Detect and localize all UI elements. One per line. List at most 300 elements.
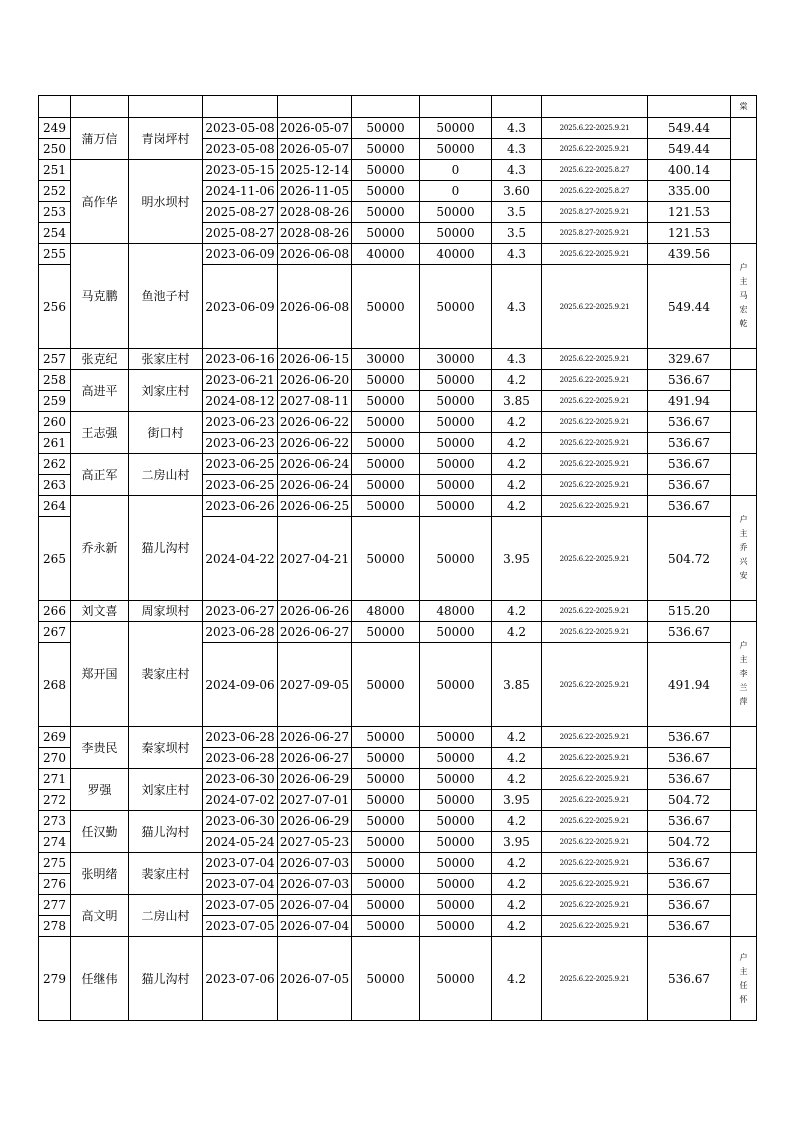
interest-rate: 4.2 (492, 370, 542, 391)
interest-rate: 3.5 (492, 223, 542, 244)
loan-balance: 48000 (420, 601, 492, 622)
cell-blank (39, 96, 71, 118)
interest-period: 2025.6.22-2025.9.21 (542, 139, 648, 160)
interest-period: 2025.6.22-2025.9.21 (542, 265, 648, 349)
interest-period: 2025.8.27-2025.9.21 (542, 223, 648, 244)
loan-balance: 50000 (420, 643, 492, 727)
loan-amount: 50000 (352, 622, 420, 643)
interest-amount: 536.67 (648, 412, 731, 433)
interest-amount: 536.67 (648, 454, 731, 475)
village-name: 二房山村 (129, 454, 203, 496)
interest-amount: 329.67 (648, 349, 731, 370)
loan-amount: 50000 (352, 937, 420, 1021)
loan-balance: 50000 (420, 202, 492, 223)
loan-balance: 50000 (420, 832, 492, 853)
table-row (39, 622, 757, 643)
loan-balance: 50000 (420, 223, 492, 244)
remark-cell: 棠 (731, 96, 757, 118)
interest-rate: 4.2 (492, 727, 542, 748)
interest-period: 2025.6.22-2025.9.21 (542, 496, 648, 517)
borrower-name: 高正军 (71, 454, 129, 496)
loan-amount: 50000 (352, 139, 420, 160)
remark-cell (731, 727, 757, 769)
start-date: 2024-07-02 (203, 790, 278, 811)
interest-amount: 491.94 (648, 643, 731, 727)
end-date: 2026-06-22 (278, 412, 352, 433)
start-date: 2023-06-25 (203, 454, 278, 475)
loan-amount: 50000 (352, 748, 420, 769)
start-date: 2023-07-05 (203, 895, 278, 916)
loan-amount: 50000 (352, 832, 420, 853)
row-number: 266 (39, 601, 71, 622)
interest-amount: 536.67 (648, 622, 731, 643)
interest-amount: 491.94 (648, 391, 731, 412)
start-date: 2023-05-08 (203, 139, 278, 160)
interest-rate: 4.3 (492, 139, 542, 160)
loan-amount: 50000 (352, 265, 420, 349)
remark-char: 户 (739, 515, 748, 524)
start-date: 2023-06-23 (203, 412, 278, 433)
remark-cell (731, 601, 757, 622)
interest-period: 2025.6.22-2025.9.21 (542, 895, 648, 916)
row-number: 262 (39, 454, 71, 475)
interest-rate: 4.2 (492, 811, 542, 832)
cell-blank (492, 96, 542, 118)
interest-period: 2025.6.22-2025.9.21 (542, 748, 648, 769)
interest-period: 2025.6.22-2025.9.21 (542, 391, 648, 412)
start-date: 2023-06-21 (203, 370, 278, 391)
interest-period: 2025.6.22-2025.9.21 (542, 643, 648, 727)
interest-rate: 4.2 (492, 748, 542, 769)
interest-amount: 536.67 (648, 769, 731, 790)
loan-amount: 50000 (352, 895, 420, 916)
village-name: 猫儿沟村 (129, 496, 203, 601)
remark-char: 任 (739, 980, 748, 990)
loan-amount: 50000 (352, 853, 420, 874)
interest-period: 2025.6.22-2025.9.21 (542, 454, 648, 475)
end-date: 2027-05-23 (278, 832, 352, 853)
interest-period: 2025.6.22-2025.9.21 (542, 601, 648, 622)
loan-amount: 48000 (352, 601, 420, 622)
end-date: 2026-06-24 (278, 475, 352, 496)
borrower-name: 李贵民 (71, 727, 129, 769)
cell-blank (648, 96, 731, 118)
remark-char: 兰 (739, 683, 748, 692)
village-name: 猫儿沟村 (129, 937, 203, 1021)
interest-period: 2025.6.22-2025.9.21 (542, 517, 648, 601)
row-number: 279 (39, 937, 71, 1021)
remark-char: 萍 (739, 697, 748, 706)
start-date: 2023-06-28 (203, 748, 278, 769)
interest-amount: 536.67 (648, 748, 731, 769)
borrower-name: 任汉勤 (71, 811, 129, 853)
remark-cell (731, 937, 757, 1021)
end-date: 2026-07-04 (278, 895, 352, 916)
remark-cell (731, 622, 757, 727)
row-number: 256 (39, 265, 71, 349)
interest-period: 2025.6.22-2025.9.21 (542, 412, 648, 433)
loan-balance: 0 (420, 160, 492, 181)
table-body (39, 96, 757, 1021)
remark-cell (731, 118, 757, 160)
borrower-name: 罗强 (71, 769, 129, 811)
end-date: 2028-08-26 (278, 223, 352, 244)
row-number: 249 (39, 118, 71, 139)
interest-period: 2025.6.22-2025.9.21 (542, 118, 648, 139)
row-number: 271 (39, 769, 71, 790)
interest-amount: 536.67 (648, 874, 731, 895)
remark-char: 户 (739, 641, 748, 650)
end-date: 2026-06-27 (278, 622, 352, 643)
interest-amount: 504.72 (648, 790, 731, 811)
interest-amount: 536.67 (648, 937, 731, 1021)
end-date: 2026-07-03 (278, 874, 352, 895)
end-date: 2026-06-24 (278, 454, 352, 475)
row-number: 270 (39, 748, 71, 769)
interest-period: 2025.6.22-2025.9.21 (542, 937, 648, 1021)
loan-amount: 50000 (352, 475, 420, 496)
table-row (39, 769, 757, 790)
end-date: 2026-06-25 (278, 496, 352, 517)
loan-amount: 50000 (352, 118, 420, 139)
village-name: 刘家庄村 (129, 769, 203, 811)
row-number: 267 (39, 622, 71, 643)
loan-amount: 50000 (352, 727, 420, 748)
table-row (39, 118, 757, 139)
start-date: 2023-05-15 (203, 160, 278, 181)
end-date: 2026-06-27 (278, 748, 352, 769)
table-row (39, 244, 757, 265)
village-name: 二房山村 (129, 895, 203, 937)
remark-cell (731, 895, 757, 937)
end-date: 2026-06-08 (278, 244, 352, 265)
interest-amount: 536.67 (648, 475, 731, 496)
interest-rate: 4.2 (492, 769, 542, 790)
village-name: 明水坝村 (129, 160, 203, 244)
interest-amount: 335.00 (648, 181, 731, 202)
loan-amount: 50000 (352, 790, 420, 811)
end-date: 2026-07-03 (278, 853, 352, 874)
interest-period: 2025.6.22-2025.9.21 (542, 811, 648, 832)
loan-balance: 50000 (420, 454, 492, 475)
interest-rate: 4.2 (492, 874, 542, 895)
loan-balance: 50000 (420, 622, 492, 643)
interest-period: 2025.6.22-2025.8.27 (542, 160, 648, 181)
interest-period: 2025.6.22-2025.9.21 (542, 769, 648, 790)
interest-rate: 4.2 (492, 622, 542, 643)
interest-rate: 3.95 (492, 790, 542, 811)
row-number: 259 (39, 391, 71, 412)
remark-cell (731, 244, 757, 349)
remark-char: 兴 (739, 557, 748, 566)
loan-amount: 50000 (352, 160, 420, 181)
interest-rate: 3.5 (492, 202, 542, 223)
loan-balance: 50000 (420, 895, 492, 916)
row-number: 278 (39, 916, 71, 937)
loan-balance: 50000 (420, 265, 492, 349)
start-date: 2024-05-24 (203, 832, 278, 853)
row-number: 273 (39, 811, 71, 832)
start-date: 2023-07-04 (203, 874, 278, 895)
borrower-name: 蒲万信 (71, 118, 129, 160)
loan-amount: 50000 (352, 433, 420, 454)
loan-amount: 50000 (352, 223, 420, 244)
remark-cell (731, 412, 757, 454)
interest-rate: 3.95 (492, 517, 542, 601)
remark-char: 乔 (739, 543, 748, 552)
interest-amount: 504.72 (648, 832, 731, 853)
end-date: 2026-06-29 (278, 769, 352, 790)
row-number: 252 (39, 181, 71, 202)
end-date: 2026-06-15 (278, 349, 352, 370)
borrower-name: 张克纪 (71, 349, 129, 370)
borrower-name: 乔永新 (71, 496, 129, 601)
start-date: 2025-08-27 (203, 223, 278, 244)
remark-char: 马 (739, 291, 748, 300)
loan-balance: 50000 (420, 769, 492, 790)
interest-rate: 4.2 (492, 433, 542, 454)
end-date: 2026-06-08 (278, 265, 352, 349)
table-row (39, 96, 757, 118)
interest-amount: 549.44 (648, 118, 731, 139)
start-date: 2023-06-26 (203, 496, 278, 517)
loan-amount: 50000 (352, 643, 420, 727)
start-date: 2023-06-30 (203, 811, 278, 832)
start-date: 2023-06-23 (203, 433, 278, 454)
interest-rate: 3.60 (492, 181, 542, 202)
end-date: 2026-07-05 (278, 937, 352, 1021)
start-date: 2024-09-06 (203, 643, 278, 727)
interest-amount: 515.20 (648, 601, 731, 622)
remark-char: 主 (739, 277, 748, 286)
remark-char: 宏 (739, 305, 748, 314)
row-number: 268 (39, 643, 71, 727)
interest-period: 2025.6.22-2025.9.21 (542, 874, 648, 895)
cell-blank (352, 96, 420, 118)
interest-period: 2025.6.22-2025.9.21 (542, 475, 648, 496)
end-date: 2026-06-22 (278, 433, 352, 454)
interest-amount: 536.67 (648, 433, 731, 454)
village-name: 猫儿沟村 (129, 811, 203, 853)
start-date: 2024-11-06 (203, 181, 278, 202)
end-date: 2027-09-05 (278, 643, 352, 727)
village-name: 鱼池子村 (129, 244, 203, 349)
cell-blank (71, 96, 129, 118)
start-date: 2023-06-16 (203, 349, 278, 370)
loan-balance: 50000 (420, 391, 492, 412)
interest-period: 2025.6.22-2025.8.27 (542, 181, 648, 202)
interest-rate: 4.2 (492, 475, 542, 496)
interest-amount: 121.53 (648, 223, 731, 244)
start-date: 2023-07-06 (203, 937, 278, 1021)
end-date: 2027-07-01 (278, 790, 352, 811)
loan-balance: 50000 (420, 517, 492, 601)
start-date: 2023-06-25 (203, 475, 278, 496)
row-number: 250 (39, 139, 71, 160)
village-name: 张家庄村 (129, 349, 203, 370)
loan-balance: 50000 (420, 496, 492, 517)
row-number: 265 (39, 517, 71, 601)
table-row (39, 349, 757, 370)
interest-amount: 439.56 (648, 244, 731, 265)
interest-amount: 536.67 (648, 496, 731, 517)
village-name: 刘家庄村 (129, 370, 203, 412)
table-row (39, 727, 757, 748)
remark-cell (731, 811, 757, 853)
table-row (39, 412, 757, 433)
interest-period: 2025.6.22-2025.9.21 (542, 916, 648, 937)
end-date: 2028-08-26 (278, 202, 352, 223)
loan-balance: 50000 (420, 748, 492, 769)
interest-rate: 3.85 (492, 391, 542, 412)
end-date: 2026-06-27 (278, 727, 352, 748)
table-row (39, 496, 757, 517)
loan-amount: 50000 (352, 811, 420, 832)
remark-cell (731, 853, 757, 895)
borrower-name: 王志强 (71, 412, 129, 454)
interest-period: 2025.6.22-2025.9.21 (542, 244, 648, 265)
row-number: 260 (39, 412, 71, 433)
village-name: 周家坝村 (129, 601, 203, 622)
end-date: 2026-06-26 (278, 601, 352, 622)
cell-blank (278, 96, 352, 118)
loan-balance: 50000 (420, 811, 492, 832)
interest-period: 2025.8.27-2025.9.21 (542, 202, 648, 223)
row-number: 254 (39, 223, 71, 244)
loan-balance: 50000 (420, 874, 492, 895)
row-number: 272 (39, 790, 71, 811)
row-number: 251 (39, 160, 71, 181)
loan-balance: 50000 (420, 139, 492, 160)
borrower-name: 张明绪 (71, 853, 129, 895)
row-number: 264 (39, 496, 71, 517)
start-date: 2023-07-05 (203, 916, 278, 937)
remark-char: 怀 (739, 994, 748, 1004)
interest-period: 2025.6.22-2025.9.21 (542, 349, 648, 370)
remark-char: 安 (739, 571, 748, 580)
table-row (39, 160, 757, 181)
interest-period: 2025.6.22-2025.9.21 (542, 727, 648, 748)
remark-cell (731, 769, 757, 811)
start-date: 2023-06-30 (203, 769, 278, 790)
interest-amount: 536.67 (648, 370, 731, 391)
loan-balance: 50000 (420, 937, 492, 1021)
remark-char: 主 (739, 966, 748, 976)
interest-rate: 3.85 (492, 643, 542, 727)
loan-amount: 30000 (352, 349, 420, 370)
cell-blank (542, 96, 648, 118)
row-number: 263 (39, 475, 71, 496)
remark-cell (731, 349, 757, 370)
loan-amount: 50000 (352, 769, 420, 790)
interest-rate: 4.3 (492, 118, 542, 139)
table-row (39, 601, 757, 622)
interest-rate: 4.3 (492, 160, 542, 181)
borrower-name: 郑开国 (71, 622, 129, 727)
loan-balance: 50000 (420, 475, 492, 496)
row-number: 253 (39, 202, 71, 223)
interest-rate: 4.3 (492, 244, 542, 265)
row-number: 269 (39, 727, 71, 748)
loan-balance: 50000 (420, 727, 492, 748)
row-number: 274 (39, 832, 71, 853)
remark-cell (731, 160, 757, 244)
loan-amount: 50000 (352, 181, 420, 202)
loan-interest-table (38, 95, 757, 1021)
start-date: 2023-05-08 (203, 118, 278, 139)
interest-amount: 121.53 (648, 202, 731, 223)
loan-amount: 40000 (352, 244, 420, 265)
loan-balance: 50000 (420, 412, 492, 433)
interest-rate: 4.2 (492, 454, 542, 475)
row-number: 261 (39, 433, 71, 454)
interest-rate: 4.3 (492, 349, 542, 370)
loan-balance: 40000 (420, 244, 492, 265)
end-date: 2026-05-07 (278, 118, 352, 139)
interest-amount: 549.44 (648, 139, 731, 160)
loan-balance: 0 (420, 181, 492, 202)
borrower-name: 刘文喜 (71, 601, 129, 622)
loan-balance: 50000 (420, 433, 492, 454)
interest-rate: 4.2 (492, 601, 542, 622)
interest-rate: 4.2 (492, 895, 542, 916)
loan-balance: 50000 (420, 370, 492, 391)
interest-amount: 536.67 (648, 895, 731, 916)
end-date: 2026-06-29 (278, 811, 352, 832)
borrower-name: 任继伟 (71, 937, 129, 1021)
end-date: 2026-11-05 (278, 181, 352, 202)
row-number: 258 (39, 370, 71, 391)
cell-blank (129, 96, 203, 118)
remark-char: 主 (739, 529, 748, 538)
remark-char: 主 (739, 655, 748, 664)
start-date: 2024-08-12 (203, 391, 278, 412)
village-name: 裴家庄村 (129, 853, 203, 895)
start-date: 2023-07-04 (203, 853, 278, 874)
row-number: 277 (39, 895, 71, 916)
table-row (39, 454, 757, 475)
interest-rate: 4.2 (492, 916, 542, 937)
loan-amount: 50000 (352, 874, 420, 895)
village-name: 秦家坝村 (129, 727, 203, 769)
end-date: 2027-08-11 (278, 391, 352, 412)
village-name: 裴家庄村 (129, 622, 203, 727)
interest-period: 2025.6.22-2025.9.21 (542, 790, 648, 811)
loan-amount: 50000 (352, 454, 420, 475)
interest-rate: 4.2 (492, 853, 542, 874)
loan-amount: 50000 (352, 202, 420, 223)
loan-balance: 50000 (420, 853, 492, 874)
table-row (39, 895, 757, 916)
interest-period: 2025.6.22-2025.9.21 (542, 853, 648, 874)
remark-char: 户 (739, 263, 748, 272)
table-row (39, 853, 757, 874)
end-date: 2027-04-21 (278, 517, 352, 601)
loan-balance: 50000 (420, 118, 492, 139)
start-date: 2025-08-27 (203, 202, 278, 223)
borrower-name: 高文明 (71, 895, 129, 937)
interest-rate: 3.95 (492, 832, 542, 853)
loan-balance: 30000 (420, 349, 492, 370)
remark-char: 户 (739, 952, 748, 962)
loan-amount: 50000 (352, 391, 420, 412)
remark-char: 乾 (739, 319, 748, 328)
remark-char: 李 (739, 669, 748, 678)
interest-period: 2025.6.22-2025.9.21 (542, 832, 648, 853)
remark-cell (731, 370, 757, 412)
village-name: 街口村 (129, 412, 203, 454)
loan-balance: 50000 (420, 790, 492, 811)
